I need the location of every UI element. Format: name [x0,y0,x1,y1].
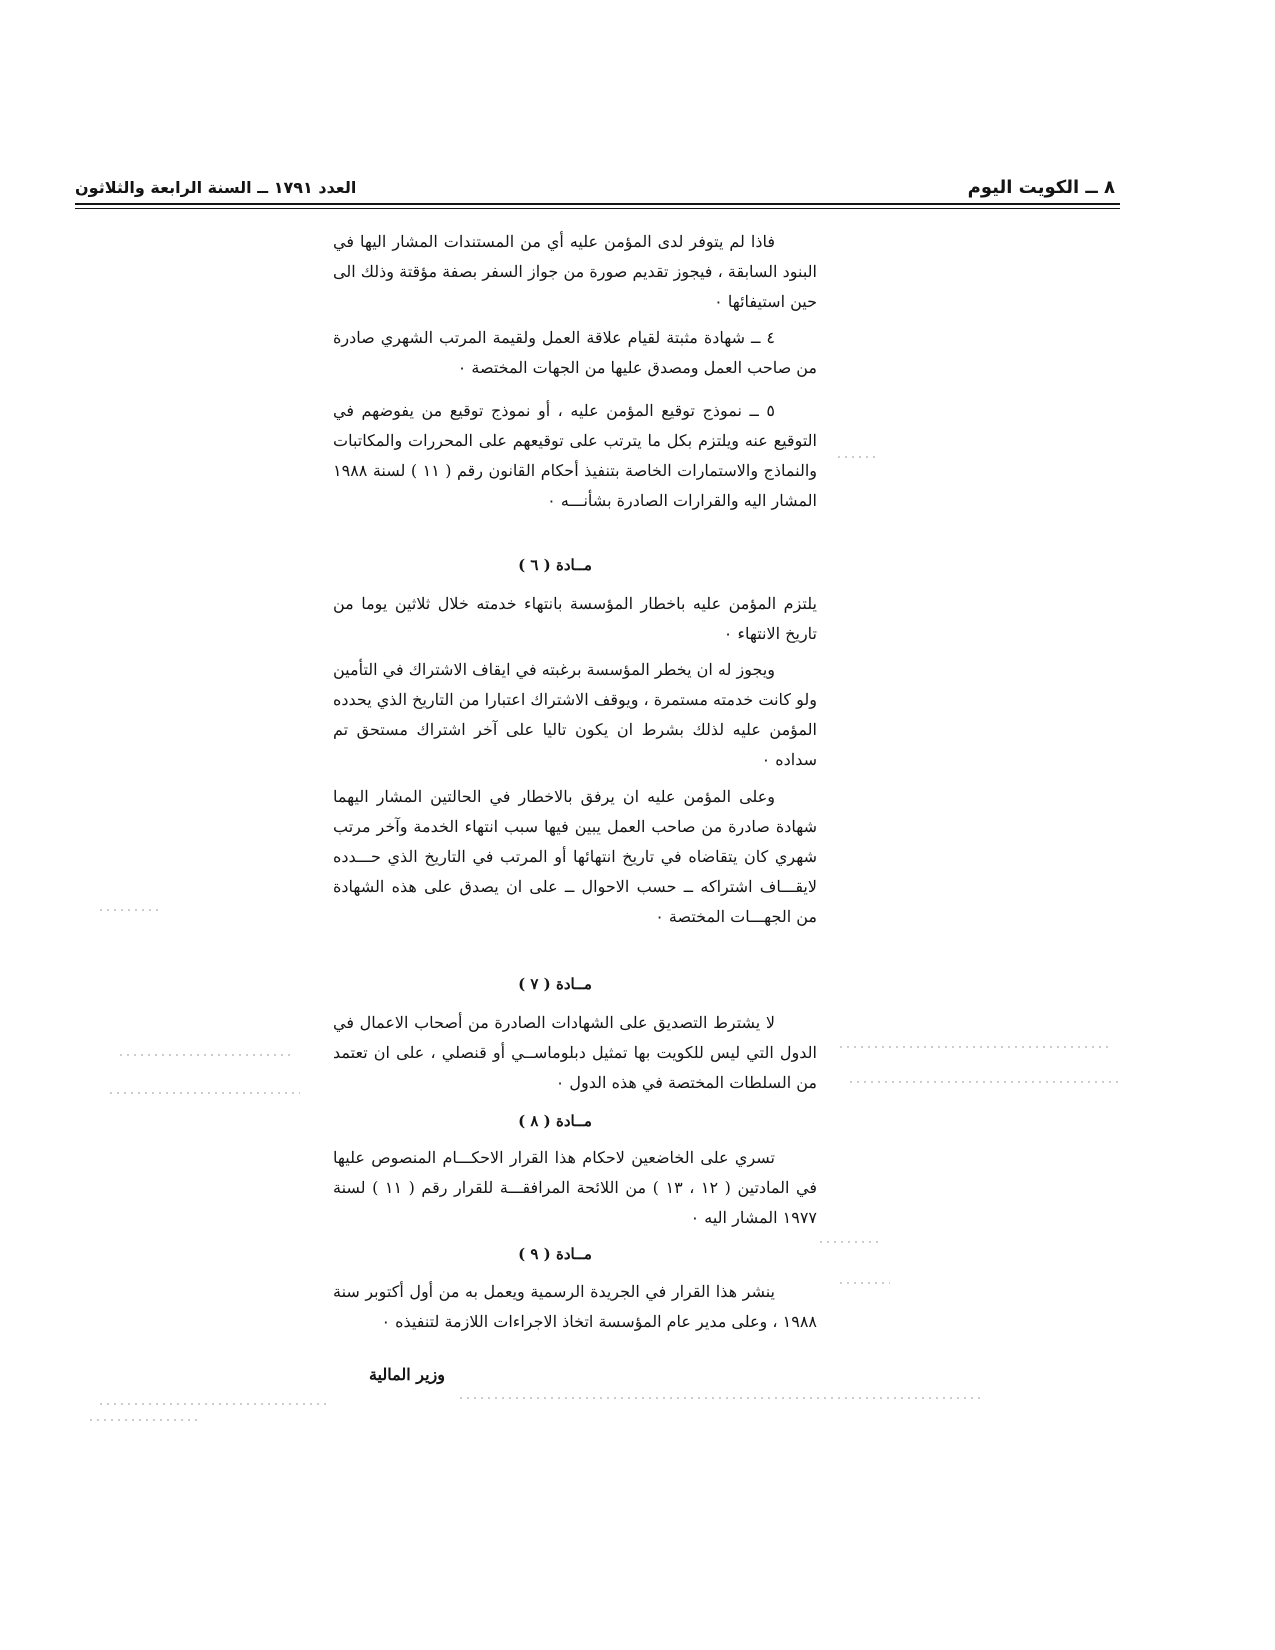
header-rule [75,203,1120,205]
paragraph-item-5: ٥ ــ نموذج توقيع المؤمن عليه ، أو نموذج توقيع من يفوضهم في التوقيع عنه ويلتزم بكل ما يترتب على توقيعهم على المحررات والمكاتبات والنماذج والاستمارات الخاصة بتنفيذ أحكام القانون رقم ( ١١ ) لسنة ١٩٨٨ المشار اليه والقرارات الصادرة بشأنـــه ٠ [333,401,817,510]
paragraph-art6-2: ويجوز له ان يخطر المؤسسة برغبته في ايقاف الاشتراك في التأمين ولو كانت خدمته مستمرة ، ويوقف الاشتراك اعتبارا من التاريخ الذي يحدده المؤمن عليه لذلك بشرط ان يكون تاليا على آخر اشتراك مستحق تم سداده ٠ [332,660,817,769]
page-header [75,176,1115,198]
article-9-heading: مــادة ( ٩ ) [518,1245,592,1263]
paragraph-art6-3: وعلى المؤمن عليه ان يرفق بالاخطار في الحالتين المشار اليهما شهادة صادرة من صاحب العمل يبين فيها سبب انتهاء الخدمة وآخر مرتب شهري كان يتقاضاه في تاريخ انتهائها أو المرتب في التاريخ الذي حـــدده لايقـــاف اشتراكه ــ حسب الاحوال ــ على ان يصدق على هذه الشهادة من الجهـــات المختصة ٠ [333,787,817,926]
paragraph-passport-note: فاذا لم يتوفر لدى المؤمن عليه أي من المستندات المشار اليها في البنود السابقة ، فيجوز تقديم صورة من جواز السفر بصفة مؤقتة وذلك الى حين استيفائها ٠ [333,232,817,311]
paragraph-art8: تسري على الخاضعين لاحكام هذا القرار الاحكـــام المنصوص عليها في المادتين ( ١٢ ، ١٣ ) من اللائحة المرافقـــة للقرار رقم ( ١١ ) لسنة ١٩٧٧ المشار اليه ٠ [333,1148,818,1227]
paragraph-art7: لا يشترط التصديق على الشهادات الصادرة من أصحاب الاعمال في الدول التي ليس للكويت بها تمثيل دبلوماســي أو قنصلي ، على ان تعتمد من السلطات المختصة في هذه الدول ٠ [333,1013,817,1092]
signature-minister-of-finance: وزير المالية [368,1365,445,1384]
article-8-heading: مــادة ( ٨ ) [518,1112,592,1130]
issue-info: العدد ١٧٩١ ــ السنة الرابعة والثلاثون [75,177,357,197]
article-7-heading: مــادة ( ٧ ) [518,975,592,993]
signature-block [333,1365,817,1384]
paragraph-art9: ينشر هذا القرار في الجريدة الرسمية ويعمل به من أول أكتوبر سنة ١٩٨٨ ، وعلى مدير عام المؤسسة اتخاذ الاجراءات اللازمة لتنفيذه ٠ [333,1282,817,1331]
page-title: ٨ ــ الكويت اليوم [967,176,1115,198]
paragraph-item-4: ٤ ــ شهادة مثبتة لقيام علاقة العمل ولقيمة المرتب الشهري صادرة من صاحب العمل ومصدق عليها من الجهات المختصة ٠ [333,328,817,377]
paragraph-art6-1: يلتزم المؤمن عليه باخطار المؤسسة بانتهاء خدمته خلال ثلاثين يوما من تاريخ الانتهاء ٠ [333,594,817,643]
header-rule-thin [75,208,1120,209]
article-6-heading: مــادة ( ٦ ) [518,556,592,574]
